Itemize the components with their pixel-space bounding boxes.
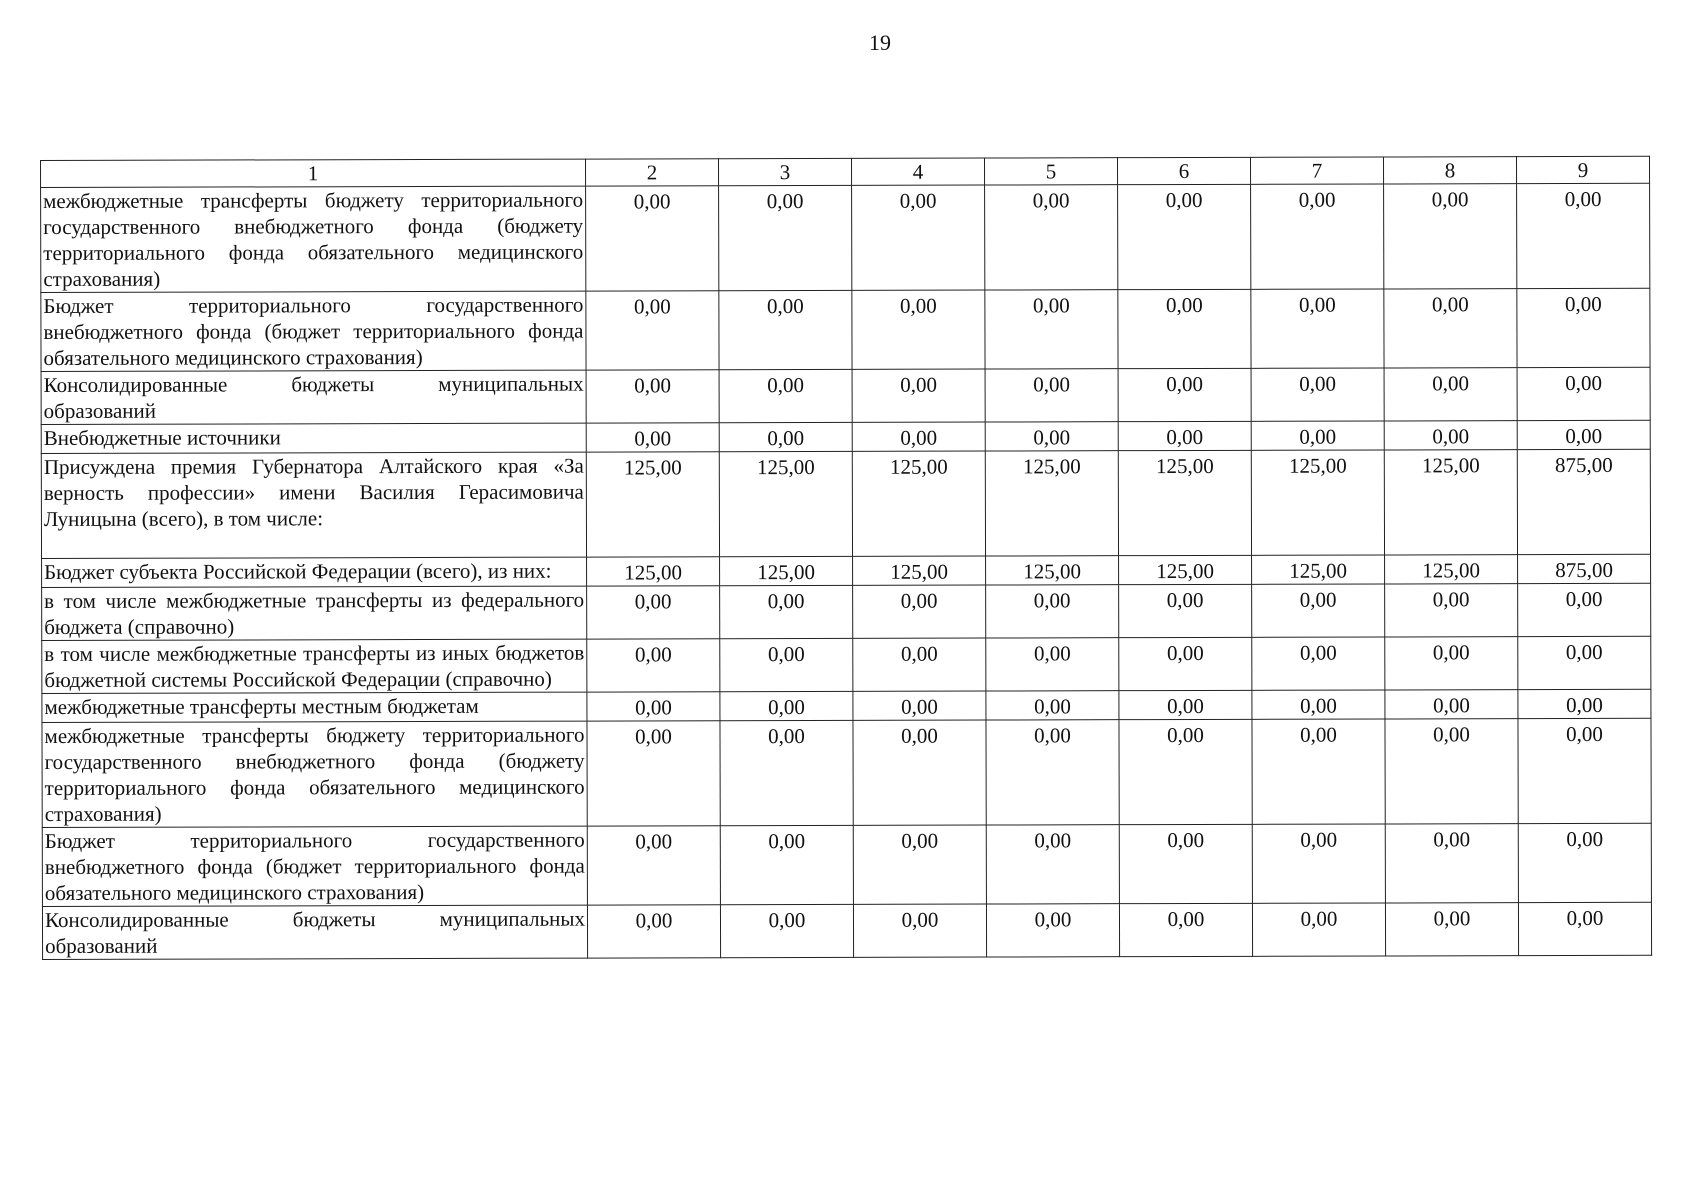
value-cell: 0,00: [986, 904, 1119, 957]
value-cell: 0,00: [985, 185, 1118, 290]
table-row: [42, 823, 1651, 906]
value-cell: 0,00: [719, 369, 852, 422]
row-label: Внебюджетные источники: [41, 423, 586, 453]
value-cell: 0,00: [587, 586, 720, 639]
value-cell: 0,00: [1518, 823, 1651, 902]
row-label: межбюджетные трансферты бюджету территориального государственного внебюджетного фонда (бюджету территориального фонда обязательного медицинского страхования): [41, 186, 586, 292]
value-cell: 0,00: [586, 370, 719, 423]
column-header: 6: [1117, 157, 1250, 184]
value-cell: 0,00: [853, 904, 986, 957]
value-cell: 125,00: [719, 451, 852, 556]
value-cell: 125,00: [1251, 450, 1384, 555]
row-label: межбюджетные трансферты местным бюджетам: [42, 692, 587, 722]
value-cell: 0,00: [586, 186, 719, 291]
value-cell: 0,00: [1385, 719, 1518, 824]
column-header: 1: [41, 159, 586, 187]
row-label: межбюджетные трансферты бюджету территориального государственного внебюджетного фонда (бюджету территориального фонда обязательного медицинского страхования): [42, 721, 587, 827]
value-cell: 125,00: [1252, 555, 1385, 584]
value-cell: 0,00: [1385, 824, 1518, 903]
value-cell: 0,00: [1518, 718, 1651, 823]
value-cell: 0,00: [1518, 902, 1651, 955]
value-cell: 0,00: [1251, 368, 1384, 421]
table-row: [41, 449, 1650, 558]
value-cell: 0,00: [1518, 583, 1651, 636]
value-cell: 0,00: [1517, 367, 1650, 420]
value-cell: 0,00: [720, 638, 853, 691]
value-cell: 875,00: [1518, 554, 1651, 583]
value-cell: 0,00: [1118, 289, 1251, 368]
value-cell: 0,00: [586, 291, 719, 370]
value-cell: 0,00: [1384, 184, 1517, 289]
budget-table-container: [40, 156, 1652, 960]
value-cell: 0,00: [720, 720, 853, 825]
table-row: [41, 420, 1650, 453]
table-row: [42, 636, 1651, 693]
value-cell: 0,00: [587, 639, 720, 692]
value-cell: 0,00: [1252, 690, 1385, 719]
value-cell: 125,00: [852, 451, 985, 556]
value-cell: 0,00: [720, 825, 853, 904]
value-cell: 0,00: [1385, 584, 1518, 637]
column-header: 3: [718, 158, 851, 185]
value-cell: 125,00: [1118, 450, 1251, 555]
column-header: 5: [984, 158, 1117, 185]
value-cell: 0,00: [1517, 420, 1650, 449]
row-label: Консолидированные бюджеты муниципальных образований: [42, 905, 587, 959]
value-cell: 0,00: [985, 369, 1118, 422]
page-number: 19: [869, 30, 891, 55]
table-row: [42, 718, 1651, 827]
value-cell: 125,00: [720, 556, 853, 585]
value-cell: 0,00: [1384, 421, 1517, 450]
value-cell: 0,00: [1118, 421, 1251, 450]
budget-table: [40, 156, 1652, 960]
row-label: Бюджет территориального государственного внебюджетного фонда (бюджет территориального фонда обязательного медицинского страхования): [41, 291, 586, 371]
column-header: 2: [585, 159, 718, 186]
value-cell: 0,00: [853, 585, 986, 638]
value-cell: 0,00: [720, 904, 853, 957]
value-cell: 0,00: [852, 185, 985, 290]
value-cell: 0,00: [1118, 368, 1251, 421]
value-cell: 125,00: [985, 451, 1118, 556]
row-label: Бюджет территориального государственного внебюджетного фонда (бюджет территориального фонда обязательного медицинского страхования): [42, 826, 587, 906]
column-header: 7: [1250, 157, 1383, 184]
table-row: [41, 367, 1650, 424]
value-cell: 0,00: [852, 369, 985, 422]
value-cell: 0,00: [1119, 824, 1252, 903]
value-cell: 0,00: [586, 423, 719, 452]
value-cell: 0,00: [1385, 637, 1518, 690]
value-cell: 0,00: [587, 905, 720, 958]
value-cell: 125,00: [587, 557, 720, 586]
value-cell: 0,00: [986, 825, 1119, 904]
value-cell: 0,00: [1384, 368, 1517, 421]
value-cell: 0,00: [852, 422, 985, 451]
value-cell: 0,00: [985, 422, 1118, 451]
value-cell: 125,00: [986, 556, 1119, 585]
value-cell: 125,00: [586, 452, 719, 557]
value-cell: 0,00: [1251, 184, 1384, 289]
value-cell: 0,00: [986, 585, 1119, 638]
value-cell: 0,00: [1251, 421, 1384, 450]
value-cell: 0,00: [719, 185, 852, 290]
value-cell: 0,00: [1118, 184, 1251, 289]
value-cell: 0,00: [986, 720, 1119, 825]
value-cell: 0,00: [986, 691, 1119, 720]
value-cell: 0,00: [1517, 288, 1650, 367]
value-cell: 0,00: [720, 585, 853, 638]
value-cell: 0,00: [587, 721, 720, 826]
value-cell: 125,00: [1119, 555, 1252, 584]
column-header: 9: [1516, 156, 1649, 183]
row-label: Бюджет субъекта Российской Федерации (всего), из них:: [42, 557, 587, 587]
table-row: [41, 183, 1650, 292]
value-cell: 0,00: [720, 691, 853, 720]
value-cell: 0,00: [985, 290, 1118, 369]
row-label: Присуждена премия Губернатора Алтайского края «За верность профессии» имени Василия Герасимовича Луницына (всего), в том числе:: [41, 452, 586, 558]
row-label: Консолидированные бюджеты муниципальных образований: [41, 370, 586, 424]
value-cell: 0,00: [1252, 584, 1385, 637]
value-cell: 0,00: [1252, 637, 1385, 690]
value-cell: 0,00: [1119, 719, 1252, 824]
value-cell: 0,00: [853, 638, 986, 691]
table-row: [42, 554, 1651, 587]
row-label: в том числе межбюджетные трансферты из иных бюджетов бюджетной системы Российской Федерации (справочно): [42, 639, 587, 693]
table-header-row: [41, 156, 1650, 187]
value-cell: 0,00: [986, 638, 1119, 691]
value-cell: 0,00: [719, 422, 852, 451]
value-cell: 0,00: [719, 290, 852, 369]
row-label: в том числе межбюджетные трансферты из федерального бюджета (справочно): [42, 586, 587, 640]
value-cell: 0,00: [1252, 824, 1385, 903]
value-cell: 0,00: [853, 825, 986, 904]
table-row: [42, 583, 1651, 640]
value-cell: 125,00: [1384, 450, 1517, 555]
value-cell: 0,00: [1119, 584, 1252, 637]
value-cell: 0,00: [853, 720, 986, 825]
table-row: [41, 288, 1650, 371]
column-header: 8: [1383, 157, 1516, 184]
value-cell: 125,00: [1385, 555, 1518, 584]
value-cell: 0,00: [853, 691, 986, 720]
value-cell: 0,00: [1252, 903, 1385, 956]
value-cell: 0,00: [1517, 183, 1650, 288]
value-cell: 0,00: [1251, 289, 1384, 368]
value-cell: 875,00: [1517, 449, 1650, 554]
value-cell: 0,00: [1119, 637, 1252, 690]
value-cell: 0,00: [852, 290, 985, 369]
value-cell: 0,00: [1119, 903, 1252, 956]
value-cell: 0,00: [1252, 719, 1385, 824]
value-cell: 0,00: [1385, 690, 1518, 719]
value-cell: 0,00: [1518, 689, 1651, 718]
value-cell: 0,00: [1384, 289, 1517, 368]
value-cell: 0,00: [1518, 636, 1651, 689]
value-cell: 125,00: [853, 556, 986, 585]
value-cell: 0,00: [587, 826, 720, 905]
value-cell: 0,00: [1119, 690, 1252, 719]
value-cell: 0,00: [587, 692, 720, 721]
table-row: [42, 689, 1651, 722]
column-header: 4: [851, 158, 984, 185]
table-row: [42, 902, 1651, 959]
value-cell: 0,00: [1385, 903, 1518, 956]
